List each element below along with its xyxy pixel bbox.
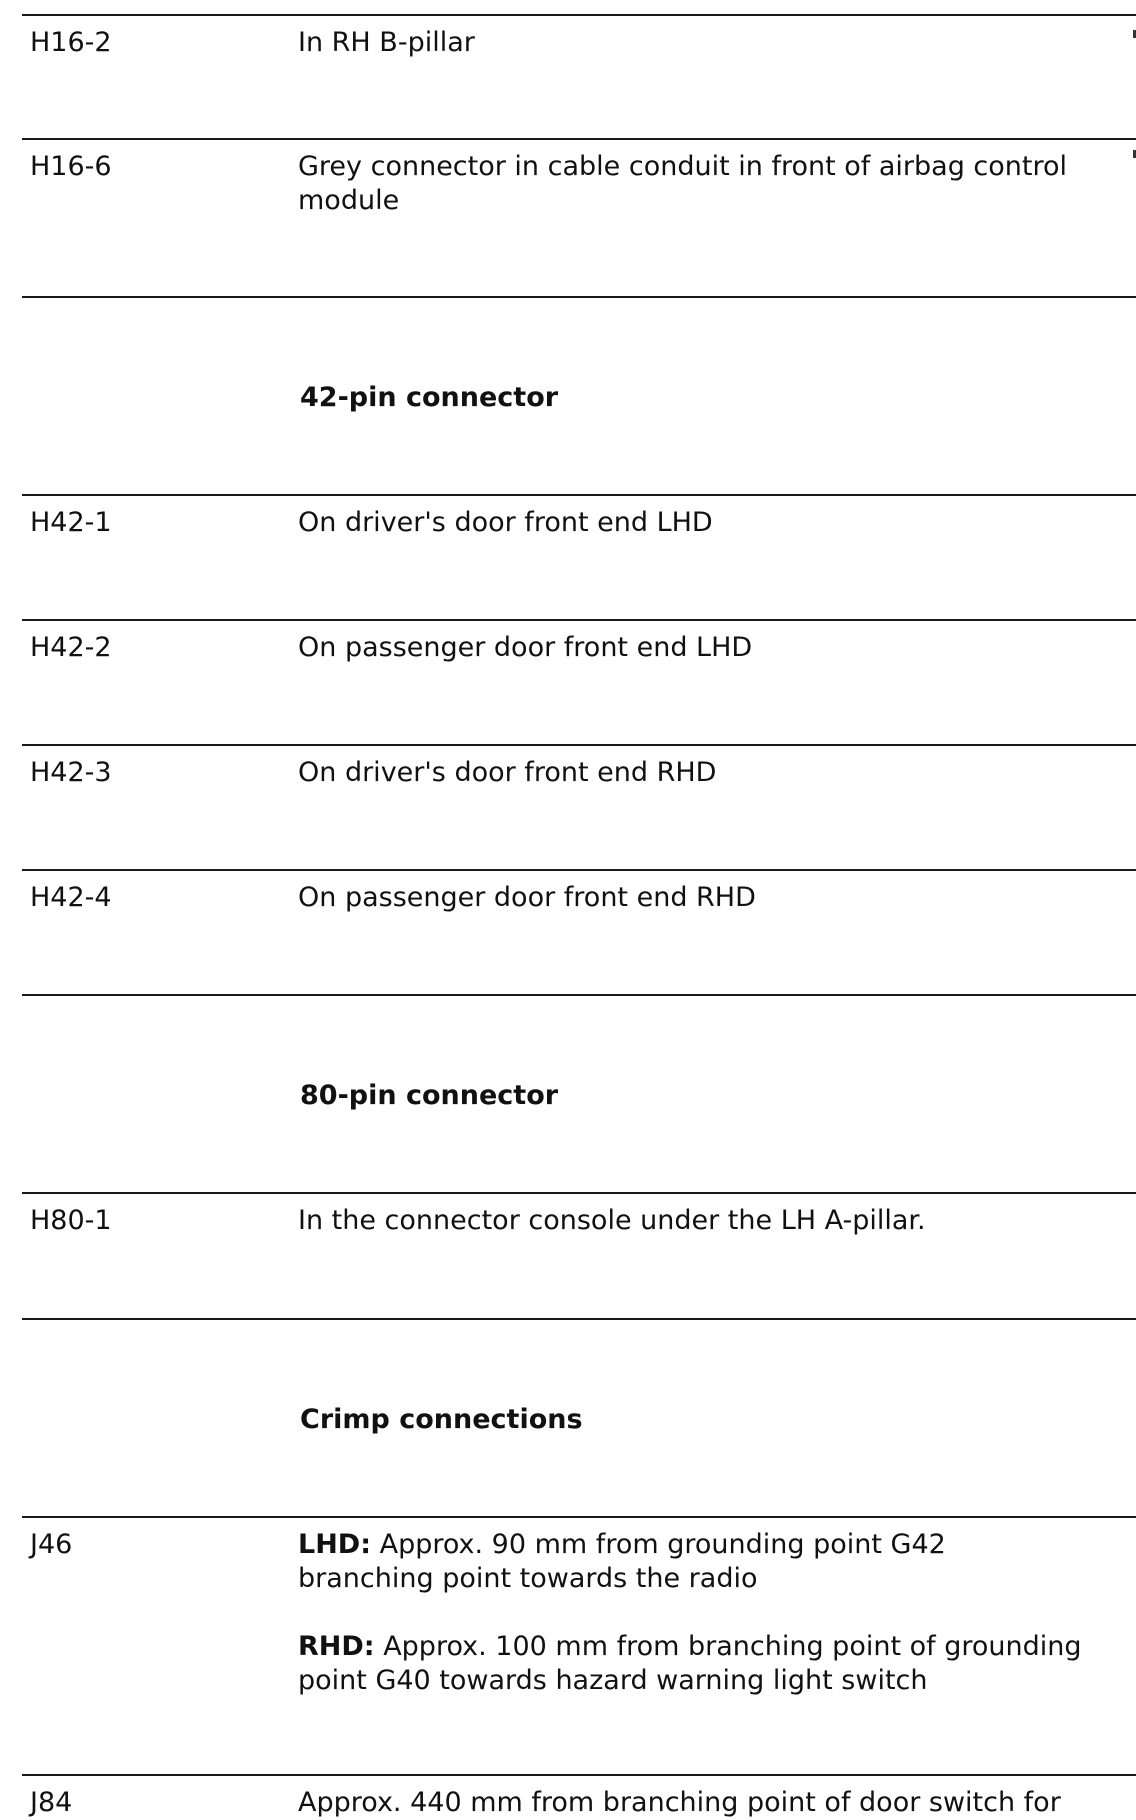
connector-code: H16-2 bbox=[30, 27, 112, 58]
rhd-label: RHD: bbox=[298, 1631, 375, 1662]
connector-code: H80-1 bbox=[30, 1205, 112, 1236]
connector-location bbox=[298, 150, 1128, 218]
connector-location: On passenger door front end LHD bbox=[298, 632, 753, 663]
lhd-label: LHD: bbox=[298, 1529, 372, 1560]
section-divider bbox=[22, 1318, 1136, 1320]
connector-location: Approx. 440 mm from branching point of door switch for bbox=[298, 1787, 1061, 1818]
connector-code: H42-1 bbox=[30, 507, 112, 538]
connector-location: On driver's door front end LHD bbox=[298, 507, 713, 538]
lhd-text: Approx. 90 mm from grounding point G42 bbox=[371, 1529, 946, 1560]
connector-code: H16-6 bbox=[30, 151, 112, 182]
connector-location: In the connector console under the LH A-pillar. bbox=[298, 1205, 926, 1236]
connector-location: On passenger door front end RHD bbox=[298, 882, 756, 913]
connector-location: In RH B-pillar bbox=[298, 27, 475, 58]
section-heading: 80-pin connector bbox=[300, 1080, 559, 1111]
connector-code: J84 bbox=[30, 1787, 73, 1818]
rhd-line bbox=[298, 1630, 1128, 1664]
row-divider bbox=[22, 1774, 1136, 1776]
row-divider bbox=[22, 14, 1136, 16]
connector-location: On driver's door front end RHD bbox=[298, 757, 717, 788]
row-divider bbox=[22, 744, 1136, 746]
location-line: Grey connector in cable conduit in front of airbag control bbox=[298, 151, 1068, 182]
lhd-line bbox=[298, 1528, 1128, 1562]
row-divider bbox=[22, 1516, 1136, 1518]
connector-code: J46 bbox=[30, 1529, 73, 1560]
connector-code: H42-3 bbox=[30, 757, 112, 788]
connector-code: H42-2 bbox=[30, 632, 112, 663]
connector-code: H42-4 bbox=[30, 882, 112, 913]
row-divider bbox=[22, 494, 1136, 496]
section-divider bbox=[22, 994, 1136, 996]
section-heading: Crimp connections bbox=[300, 1404, 583, 1435]
section-divider bbox=[22, 296, 1136, 298]
section-heading: 42-pin connector bbox=[300, 382, 559, 413]
location-line: module bbox=[298, 185, 400, 216]
rhd-text: Approx. 100 mm from branching point of grounding bbox=[374, 1631, 1082, 1662]
rhd-line: point G40 towards hazard warning light switch bbox=[298, 1665, 928, 1696]
row-divider bbox=[22, 1192, 1136, 1194]
connector-location bbox=[298, 1528, 1128, 1698]
lhd-line: branching point towards the radio bbox=[298, 1563, 758, 1594]
row-divider bbox=[22, 869, 1136, 871]
row-divider bbox=[22, 619, 1136, 621]
row-divider bbox=[22, 138, 1136, 140]
